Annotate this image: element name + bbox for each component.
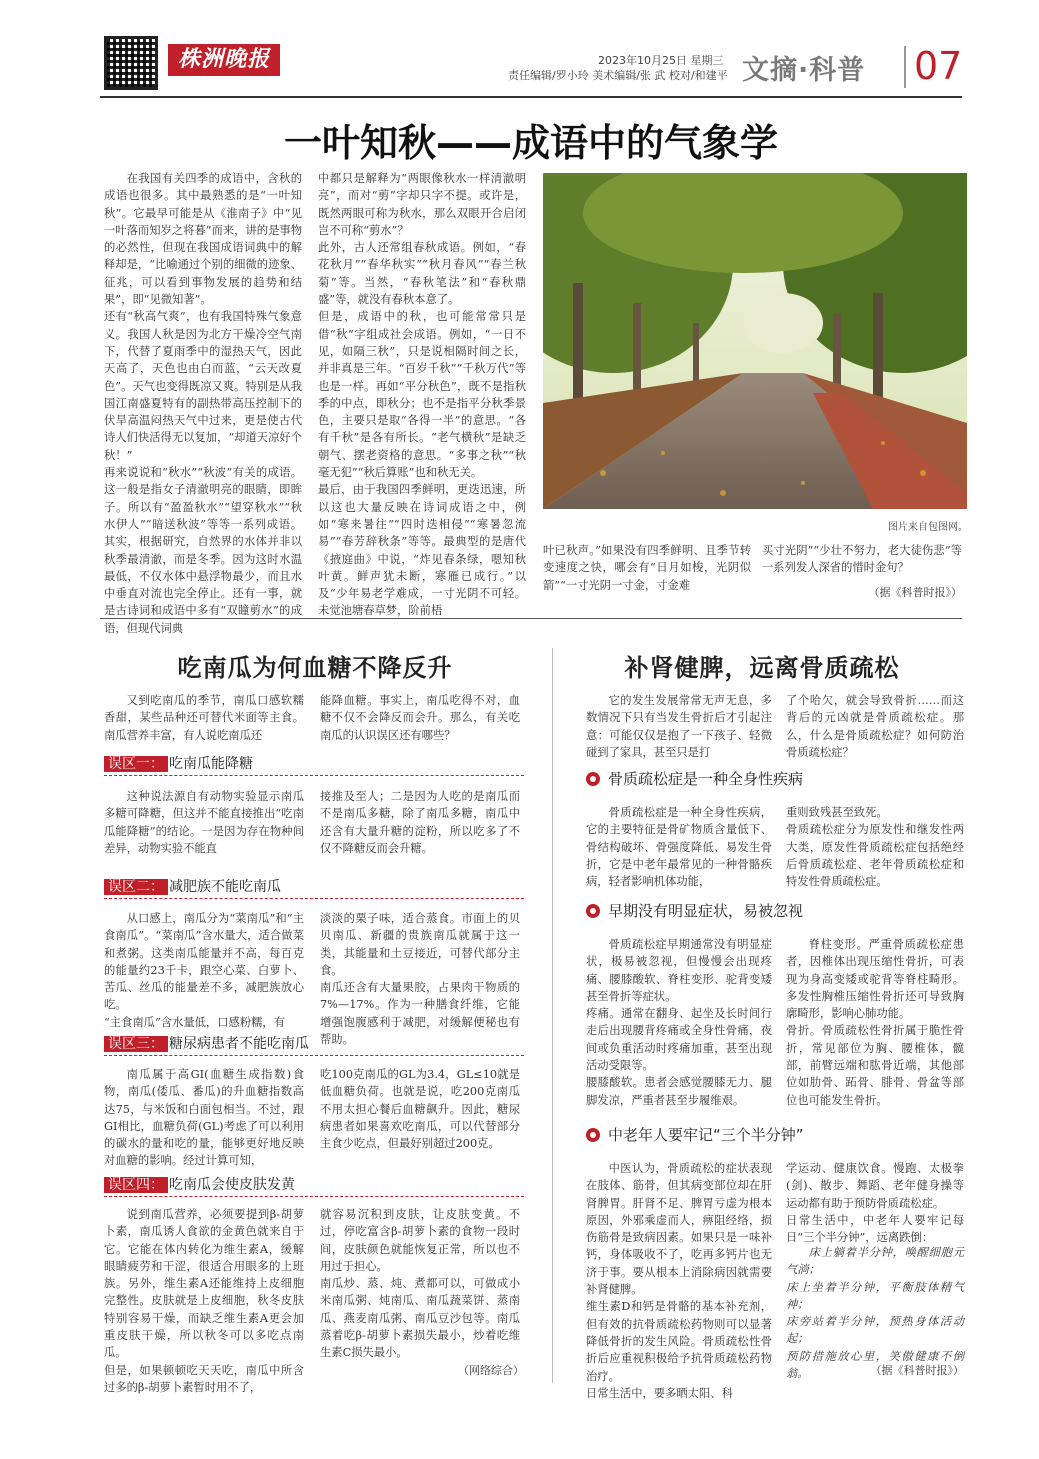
osteo1-col-a: 骨质疏松症是一种全身性疾病，它的主要特征是骨矿物质含量低下、骨结构破坏、骨强度降低、易发生骨折，它是中老年最常见的一种骨骼疾病，轻者影响机体功能， — [586, 806, 772, 889]
mistake3-col-b: 吃100克南瓜的GL为3.4，GL≤10就是低血糖负荷。也就是说，吃200克南瓜不用太担心餐后血糖飙升。因此，糖尿病患者如果喜欢吃南瓜，可以代替部分主食少吃点，但最好别超过200克。 — [320, 1068, 520, 1151]
bullet-ring-icon — [586, 904, 600, 918]
osteo1-col-b: 重则致残甚至致死。 骨质疏松症分为原发性和继发性两大类，原发性骨质疏松症包括绝经后骨质疏松症、老年骨质疏松症和特发性骨质疏松症。 — [786, 806, 964, 889]
article2-intro-a: 又到吃南瓜的季节，南瓜口感软糯香甜，某些品种还可替代米面等主食。南瓜营养丰富，有人说吃南瓜还 — [104, 694, 304, 742]
subhead-title: 中老年人要牢记“三个半分钟” — [608, 1126, 804, 1144]
date-line: 2023年10月25日 星期三 — [598, 54, 724, 67]
section-rule — [100, 618, 962, 619]
masthead-divider — [904, 46, 906, 88]
mistake-heading-1 — [104, 754, 253, 774]
mistake-heading-4 — [104, 1175, 295, 1195]
article1-source: （据《科普时报》） — [868, 586, 962, 599]
top-rule — [100, 96, 962, 98]
mistake4-col-a: 说到南瓜营养，必须要提到β-胡萝卜素，南瓜诱人食欲的金黄色就来自于它。它能在体内转化为维生素A，缓解眼睛疲劳和干涩，很适合用眼多的上班族。另外，维生素A还能维持上皮细胞完整性。皮肤就是上皮细胞，秋冬皮肤特别容易干燥，而缺乏维生素A更会加重皮肤干燥，所以秋冬可以多吃点南瓜。 但是，如果顿顿吃天天吃，南瓜中所含过多的β-胡萝卜素暂时用不了， — [104, 1208, 304, 1394]
mistake3-col-a: 南瓜属于高GI(血糖生成指数)食物，南瓜(倭瓜、番瓜)的升血糖指数高达75，与米饭和白面包相当。不过，跟GI相比，血糖负荷(GL)考虑了可以利用的碳水的量和吃的量，能够更好地反映对血糖的影响。经过计算可知， — [104, 1068, 304, 1168]
mistake-title: 糖尿病患者不能吃南瓜 — [169, 1036, 309, 1052]
mistake4-col-b: 就容易沉积到皮肤，让皮肤变黄。不过，停吃富含β-胡萝卜素的食物一段时间，皮肤颜色就能恢复正常，所以也不用过于担心。 南瓜炒、蒸、炖、煮都可以，可做成小米南瓜粥、炖南瓜、南瓜蔬菜饼、蒸南瓜、燕麦南瓜粥、南瓜豆沙包等。南瓜蒸着吃β-胡萝卜素损失最小，炒着吃维生素C损失最小。 — [320, 1208, 520, 1360]
article1-col3: 叶已秋声。”如果没有四季鲜明、且季节转变速度之快，哪会有“日月如梭，光阴似箭”“一寸光阴一寸金，寸金难 — [543, 544, 751, 592]
bullet-ring-icon — [586, 772, 600, 786]
mistake-tag: 误区四： — [104, 1177, 168, 1193]
mistake-underline — [104, 1055, 524, 1057]
article2-source: （网络综合） — [458, 1364, 524, 1377]
article1-title: 一叶知秋——成语中的气象学 — [283, 121, 778, 165]
mistake-underline — [104, 1196, 524, 1198]
three-half-minutes-verse: 床上躺着半分钟，唤醒细胞元气淌； 床上坐着半分钟，平衡肢体精气神； 床旁站着半分钟，预热身体活动起； 预防措施放心里，笑傲健康不倒翁。 — [786, 1246, 964, 1381]
article2-title: 吃南瓜为何血糖不降反升 — [177, 654, 453, 682]
article3-source: （据《科普时报》） — [870, 1364, 964, 1377]
mistake1-col-b: 接推及至人；二是因为人吃的是南瓜而不是南瓜多糖，除了南瓜多糖，南瓜中还含有大量升糖的淀粉，所以吃多了不仅不降糖反而会升糖。 — [320, 790, 520, 855]
article1-col4: 买寸光阴”“少壮不努力，老大徒伤悲”等一系列发人深省的惜时金句？ — [762, 544, 962, 575]
subhead-title: 骨质疏松症是一种全身性疾病 — [608, 770, 804, 788]
autumn-road-photo — [543, 173, 967, 509]
photo-caption: 图片来自包图网。 — [888, 522, 968, 533]
mistake2-col-b: 淡淡的栗子味，适合蒸食。市面上的贝贝南瓜、新疆的贵族南瓜就属于这一类，其能量和土豆接近，可替代部分主食。 南瓜还含有大量果胶，占果肉干物质的7%—17%。作为一种膳食纤维，它能增强饱腹感利于减肥，对缓解便秘也有帮助。 — [320, 912, 520, 1047]
mistake-heading-2 — [104, 877, 281, 897]
mistake-tag: 误区二： — [104, 879, 168, 895]
article3-intro-b: 了个哈欠，就会导致骨折……而这背后的元凶就是骨质疏松症。那么，什么是骨质疏松症？如何防治骨质疏松症？ — [786, 694, 964, 759]
column-divider — [552, 648, 553, 1383]
newspaper-logo: 株洲晚报 — [168, 44, 280, 76]
article3-intro-a: 它的发生发展常常无声无息，多数情况下只有当发生骨折后才引起注意：可能仅仅是抱了一下孩子、轻微碰到了家具，甚至只是打 — [586, 694, 772, 759]
mistake-title: 吃南瓜会使皮肤发黄 — [169, 1177, 295, 1193]
mistake-tag: 误区三： — [104, 1036, 168, 1052]
photo-illustration — [543, 173, 967, 509]
osteo2-col-a: 骨质疏松症早期通常没有明显症状，极易被忽视，但慢慢会出现疼痛、腰膝酸软、脊柱变形、驼背变矮甚至骨折等症状。 疼痛。通常在翻身、起坐及长时间行走后出现腰背疼痛或全身性骨痛，夜间或负重活动时疼痛加重，甚至出现活动受限等。 腰膝酸软。患者会感觉腰膝无力、腿脚发凉，严重者甚至步履维艰。 — [586, 938, 772, 1107]
mistake2-col-a: 从口感上，南瓜分为“菜南瓜”和“主食南瓜”。“菜南瓜”含水量大，适合做菜和煮粥。这类南瓜能量并不高，每百克的能量约23千卡，跟空心菜、白萝卜、苦瓜、丝瓜的能量差不多，减肥族放心吃。 “主食南瓜”含水量低，口感粉糯，有 — [104, 912, 304, 1029]
page-number: 07 — [914, 44, 963, 88]
article2-intro-b: 能降血糖。事实上，南瓜吃得不对，血糖不仅不会降反而会升。那么，有关吃南瓜的认识误区还有哪些？ — [320, 694, 520, 742]
subhead-title: 早期没有明显症状，易被忽视 — [608, 902, 804, 920]
mistake-underline — [104, 898, 524, 900]
mistake-title: 减肥族不能吃南瓜 — [169, 879, 281, 895]
bullet-ring-icon — [586, 1128, 600, 1142]
qr-code — [104, 36, 158, 90]
osteo3-col-b: 学运动、健康饮食。慢跑、太极拳(剑)、散步、舞蹈、老年健身操等运动都有助于预防骨质疏松症。 日常生活中，中老年人要牢记每日“三个半分钟”，远离跌倒： — [786, 1162, 964, 1245]
osteo3-col-a: 中医认为，骨质疏松的症状表现在肢体、筋骨，但其病变部位却在肝肾脾胃。肝肾不足、脾胃亏虚为根本原因，外邪乘虚而人，痹阻经络，损伤筋骨是致病因素。如果只是一味补钙，身体吸收不了，吃再多钙片也无济于事。要从根本上消除病因就需要补肾健脾。 维生素D和钙是骨骼的基本补充剂，但有效的抗骨质疏松药物则可以显著降低骨折的发生风险。骨质疏松性骨折后应重视积极给予抗骨质疏松药物治疗。 日常生活中，要多晒太阳、科 — [586, 1162, 772, 1400]
mistake-title: 吃南瓜能降糖 — [169, 756, 253, 772]
mistake-heading-3 — [104, 1034, 309, 1054]
article1-col1: 在我国有关四季的成语中，含秋的成语也很多。其中最熟悉的是“一叶知秋”。它最早可能是从《淮南子》中“见一叶落而知岁之将暮”而来，讲的是事物的必然性，但现在我国成语词典中的解释却是，“比喻通过个别的细微的迹象、征兆，可以看到事物发展的趋势和结果”，即“见微知著”。 还有“秋高气爽”，也有我国特殊气象意义。我国人秋是因为北方干燥冷空气南下，代替了夏雨季中的湿热天气，因此天高了，天色也由白而蓝，“云天改夏色”。天气也变得既凉又爽。特别是从我国江南盛夏特有的副热带高压控制下的伏旱高温闷热天气中过来，更是使古代诗人们快活得无以复加，“却道天凉好个秋！” 再来说说和“秋水”“秋波”有关的成语。这一般是指女子清澈明亮的眼睛，即眸子。所以有“盈盈秋水”“望穿秋水”“秋水伊人”“暗送秋波”等等一系列成语。其实，根据研究，自然界的水体并非以秋季最清澈，而是冬季。因为这时水温最低，不仅水体中悬浮物最少，而且水中垂直对流也完全停止。还有一事，就是古诗词和成语中多有“双瞳剪水”的成语，但现代词典 — [104, 172, 302, 635]
article3-title: 补肾健脾，远离骨质疏松 — [624, 654, 900, 682]
subhead-2 — [586, 900, 803, 922]
mistake1-col-a: 这种说法源自有动物实验显示南瓜多糖可降糖，但这并不能直接推出“吃南瓜能降糖”的结论。一是因为存在物种间差异，动物实验不能直 — [104, 790, 304, 855]
subhead-1 — [586, 768, 803, 790]
osteo2-col-b: 脊柱变形。严重骨质疏松症患者，因椎体出现压缩性骨折，可表现为身高变矮或驼背等脊柱畸形。多发性胸椎压缩性骨折还可导致胸廓畸形，影响心肺功能。 骨折。骨质疏松性骨折属于脆性骨折，常见部位为胸、腰椎体，髋部，前臂远端和肱骨近端，其他部位如肋骨、跖骨、腓骨、骨盆等部位也可能发生骨折。 — [786, 938, 964, 1107]
editors-line: 责任编辑/罗小玲 美术编辑/张 武 校对/和建平 — [508, 69, 728, 82]
section-title: 文摘·科普 — [742, 55, 866, 86]
article1-col2: 中都只是解释为“两眼像秋水一样清澈明亮”，而对“剪”字却只字不提。或许是，既然两眼可称为秋水，那么双眼开合启闭岂不可称“剪水”？ 此外，古人还常组春秋成语。例如，“春花秋月”“春华秋实”“秋月春风”“春兰秋菊”等。当然，“春秋笔法”和“春秋鼎盛”等，就没有春秋本意了。 但是，成语中的秋，也可能常常只是借“秋”字组成社会成语。例如，“一日不见，如隔三秋”，只是说相隔时间之长，并非真是三年。“百岁千秋”“千秋万代”等也是一样。再如“平分秋色”，既不是指秋季的中点，即秋分；也不是指平分秋季景色，主要只是取“各得一半”的意思。“各有千秋”是各有所长。“老气横秋”是缺乏朝气、摆老资格的意思。“多事之秋”“秋毫无犯”“秋后算账”也和秋无关。 最后，由于我国四季鲜明，更迭迅速，所以这也大量反映在诗词成语之中，例如“寒来暑往”“四时迭相侵”“寒暑忽流易”“春芳辞秋条”等等。最典型的是唐代《掖庭曲》中说，“炸见春条绿，嗯知秋叶黄。鲜声犹未断，寒雁已成行。”以及“少年易老学难成，一寸光阴不可轻。未觉池塘春草梦，阶前梧 — [318, 172, 526, 618]
mistake-tag: 误区一： — [104, 756, 168, 772]
mistake-underline — [104, 775, 524, 777]
subhead-3 — [586, 1124, 804, 1146]
